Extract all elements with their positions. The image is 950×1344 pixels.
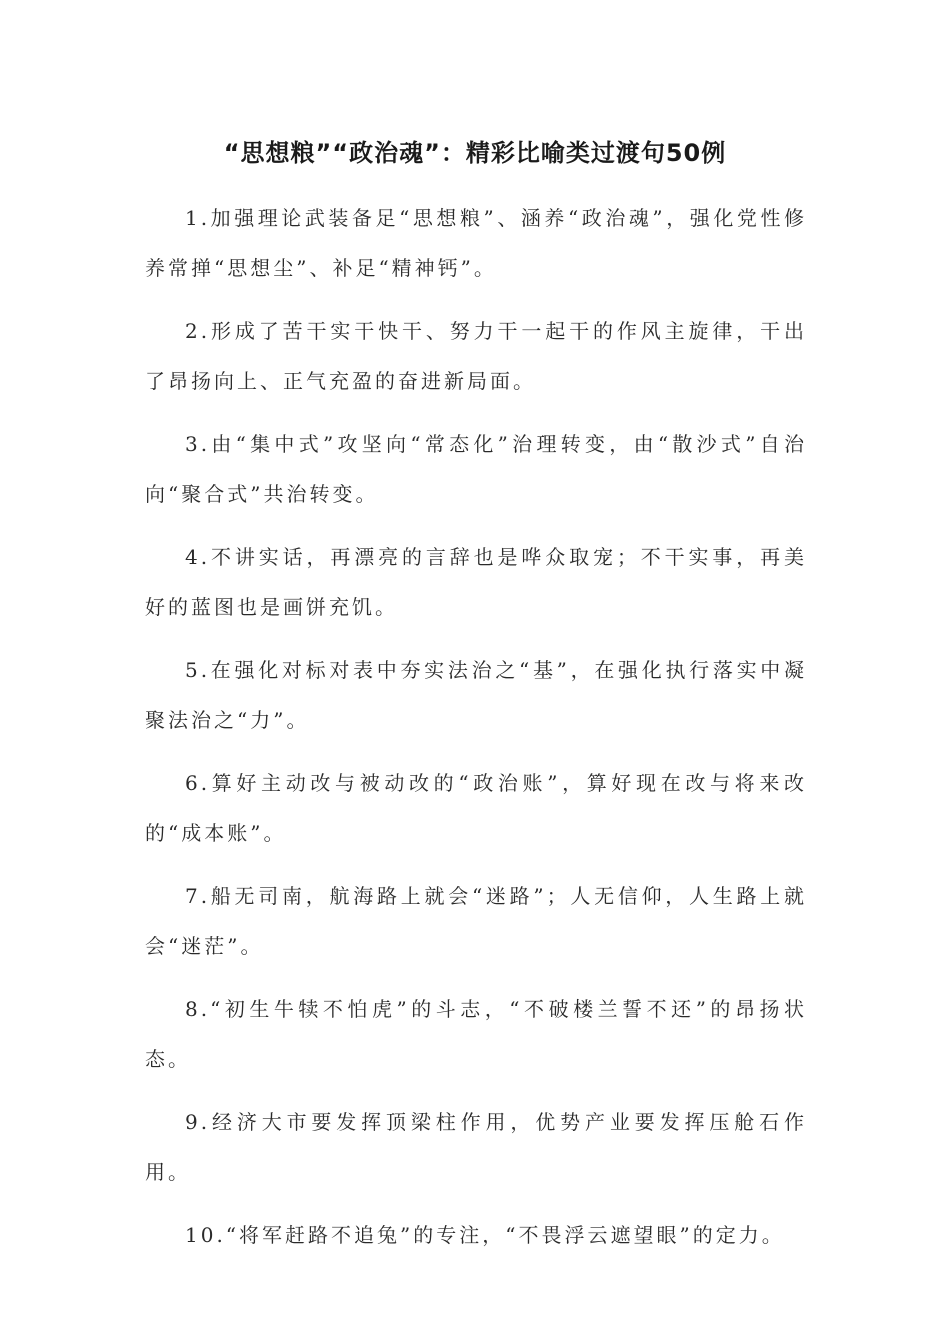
list-item: 5.在强化对标对表中夯实法治之“基”，在强化执行落实中凝聚法治之“力”。 — [145, 658, 807, 732]
list-item: 10.“将军赶路不追兔”的专注，“不畏浮云遮望眼”的定力。 — [185, 1223, 785, 1247]
document-title: “思想粮”“政治魂”：精彩比喻类过渡句50例 — [223, 139, 727, 167]
list-item: 7.船无司南，航海路上就会“迷路”；人无信仰，人生路上就会“迷茫”。 — [145, 884, 807, 958]
list-item: 6.算好主动改与被动改的“政治账”，算好现在改与将来改的“成本账”。 — [145, 771, 807, 845]
list-item: 3.由“集中式”攻坚向“常态化”治理转变，由“散沙式”自治向“聚合式”共治转变。 — [145, 432, 807, 506]
list-item: 9.经济大市要发挥顶梁柱作用，优势产业要发挥压舱石作用。 — [145, 1110, 807, 1184]
sentence-list — [145, 193, 807, 1273]
list-item: 1.加强理论武装备足“思想粮”、涵养“政治魂”，强化党性修养常掸“思想尘”、补足“精神钙”。 — [145, 206, 807, 280]
list-item: 2.形成了苦干实干快干、努力干一起干的作风主旋律，干出了昂扬向上、正气充盈的奋进新局面。 — [145, 319, 807, 393]
list-item: 4.不讲实话，再漂亮的言辞也是哗众取宠；不干实事，再美好的蓝图也是画饼充饥。 — [145, 545, 807, 619]
list-item: 8.“初生牛犊不怕虎”的斗志，“不破楼兰誓不还”的昂扬状态。 — [145, 997, 807, 1071]
